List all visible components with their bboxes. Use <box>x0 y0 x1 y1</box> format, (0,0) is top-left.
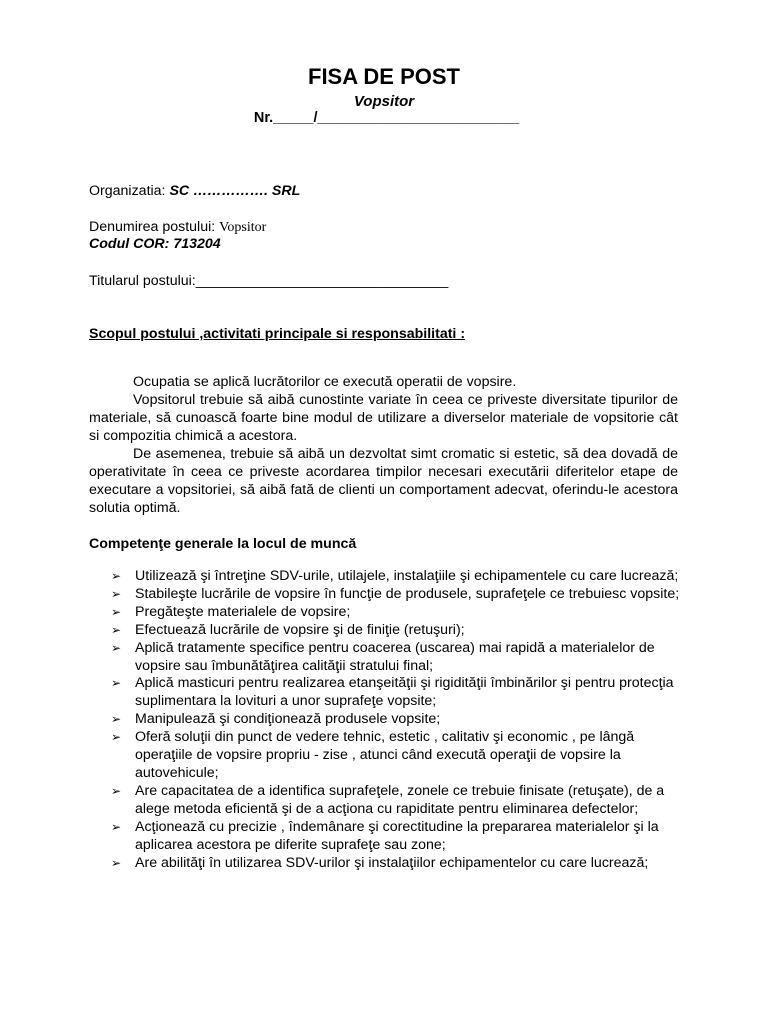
organizatia-label: Organizatia: <box>89 183 170 199</box>
arrow-right-icon: ➢ <box>111 640 122 655</box>
arrow-right-icon: ➢ <box>111 783 122 798</box>
document-title: FISA DE POST <box>308 64 460 89</box>
list-item: ➢ Manipulează şi condiţionează produsele vopsite; <box>111 711 441 728</box>
list-item: ➢ Are abilităţi în utilizarea SDV-urilor şi instalaţiilor echipamentelor cu care lucrează; <box>111 854 649 871</box>
organizatia-value: SC ……………. SRL <box>169 183 301 199</box>
arrow-right-icon: ➢ <box>111 604 122 619</box>
list-item: ➢ Are capacitatea de a identifica suprafeţele, zonele ce trebuie finisate (retuşate), de a alege metoda eficientă şi de a acţiona cu rapiditate pentru eliminarea defectelor; <box>111 782 665 817</box>
denumirea-value: Vopsitor <box>219 220 267 235</box>
arrow-right-icon: ➢ <box>111 855 122 870</box>
competente-list <box>89 568 689 872</box>
competente-heading: Competenţe generale la locul de muncă <box>89 536 357 552</box>
titular-line <box>89 273 448 289</box>
document-number-line: Nr._____/_________________________ <box>253 110 520 126</box>
denumirea-line <box>89 219 266 236</box>
paragraph-3: De asemenea, trebuie să aibă un dezvoltat simt cromatic si estetic, să dea dovadă de operativitate în ceea ce priveste acordarea timpilor necesari executării diferitelor etape de executare a vopsitoriei, să aibă fată de clienti un comportament adecvat, oferindu-le acestora solutia optimă. <box>89 446 678 516</box>
cod-cor: Codul COR: 713204 <box>89 236 221 252</box>
arrow-right-icon: ➢ <box>111 676 122 691</box>
list-item: ➢ Utilizează şi întreţine SDV-urile, utilajele, instalaţiile şi echipamentele cu care lucrează; <box>111 568 679 584</box>
arrow-right-icon: ➢ <box>111 586 122 601</box>
titular-label: Titularul postului: <box>89 273 196 289</box>
arrow-right-icon: ➢ <box>111 730 122 745</box>
arrow-right-icon: ➢ <box>111 819 122 834</box>
list-item: ➢ Acţionează cu precizie , îndemânare şi corectitudine la prepararea materialelor şi la aplicarea acestora pe diferite suprafeţe sau zone; <box>111 818 659 853</box>
list-item: ➢ Stabileşte lucrările de vopsire în funcţie de produsele, suprafeţele ce trebuiesc vopsite; <box>111 585 680 602</box>
document-subtitle: Vopsitor <box>353 93 415 110</box>
paragraph-1: Ocupatia se aplică lucrătorilor ce execută operatii de vopsire. <box>133 374 517 390</box>
arrow-right-icon: ➢ <box>111 569 122 583</box>
organizatia-line <box>89 183 300 199</box>
arrow-right-icon: ➢ <box>111 712 122 727</box>
list-item: ➢ Efectuează lucrările de vopsire şi de finiţie (retuşuri); <box>111 621 465 638</box>
list-item: ➢ Pregăteşte materialele de vopsire; <box>111 603 351 620</box>
scope-heading: Scopul postului ,activitati principale si responsabilitati : <box>89 326 466 342</box>
paragraph-2: Vopsitorul trebuie să aibă cunostinte variate în ceea ce priveste diversitate tipurilor de materiale, să cunoască foarte bine modul de utilizare a diverselor materiale de vopsitorie cât si compozitia chimică a acestora. <box>89 392 678 444</box>
list-item: ➢ Aplică tratamente specifice pentru coacerea (uscarea) mai rapidă a materialelor de vopsire sau îmbunătăţirea calităţii stratului final; <box>111 639 655 674</box>
titular-blank: ________________________________ <box>195 273 449 289</box>
arrow-right-icon: ➢ <box>111 622 122 637</box>
list-item: ➢ Aplică masticuri pentru realizarea etanşeităţii şi rigidităţii îmbinărilor şi pentru protecţia suplimentara la lovituri a unor suprafeţe vopsite; <box>111 675 674 710</box>
list-item: ➢ Oferă soluţii din punct de vedere tehnic, estetic , calitativ şi economic , pe lângă operaţiile de vopsire propriu - zise , atunci când execută operaţii de vopsire la autovehicule; <box>111 729 635 781</box>
denumirea-label: Denumirea postului: <box>89 219 220 235</box>
